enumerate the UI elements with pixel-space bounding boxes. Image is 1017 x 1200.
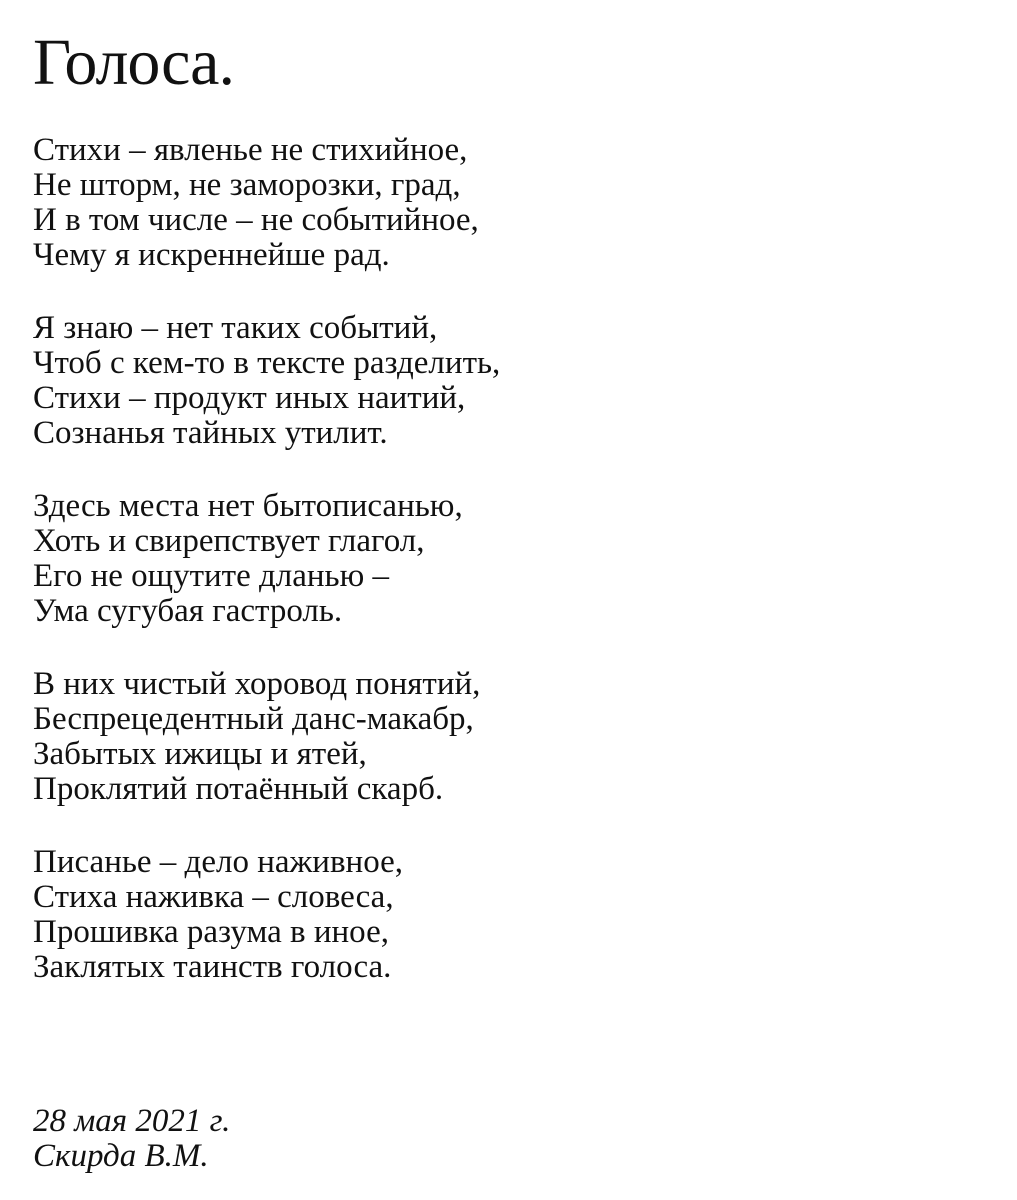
poem-line: Стихи – явленье не стихийное, — [33, 132, 468, 168]
poem-title: Голоса. — [33, 26, 234, 99]
poem-line: Сознанья тайных утилит. — [33, 415, 388, 451]
poem-line: Стихи – продукт иных наитий, — [33, 380, 466, 416]
poem-line: Чему я искреннейше рад. — [33, 237, 390, 273]
poem-line: Здесь места нет бытописанью, — [33, 488, 463, 524]
poem-author: Скирда В.М. — [33, 1138, 209, 1174]
poem-line: Заклятых таинств голоса. — [33, 949, 392, 985]
poem-line: Хоть и свирепствует глагол, — [33, 523, 425, 559]
poem-date: 28 мая 2021 г. — [33, 1103, 231, 1139]
poem-line: В них чистый хоровод понятий, — [33, 666, 481, 702]
poem-line: Проклятий потаённый скарб. — [33, 771, 444, 807]
poem-line: Стиха наживка – словеса, — [33, 879, 394, 915]
poem-line: Чтоб с кем-то в тексте разделить, — [33, 345, 501, 381]
stanza-2 — [33, 311, 500, 451]
poem-line: Забытых ижицы и ятей, — [33, 736, 367, 772]
poem-body — [33, 133, 500, 1023]
poem-line: Его не ощутите дланью – — [33, 558, 390, 594]
stanza-4 — [33, 667, 500, 807]
stanza-1 — [33, 133, 500, 273]
poem-line: Беспрецедентный данс-макабр, — [33, 701, 474, 737]
poem-line: И в том числе – не событийное, — [33, 202, 479, 238]
poem-line: Не шторм, не заморозки, град, — [33, 167, 461, 203]
poem-line: Ума сугубая гастроль. — [33, 593, 343, 629]
poem-line: Я знаю – нет таких событий, — [33, 310, 438, 346]
signature-block — [33, 1104, 230, 1174]
stanza-3 — [33, 489, 500, 629]
stanza-5 — [33, 845, 500, 985]
poem-line: Прошивка разума в иное, — [33, 914, 389, 950]
poem-line: Писанье – дело наживное, — [33, 844, 404, 880]
